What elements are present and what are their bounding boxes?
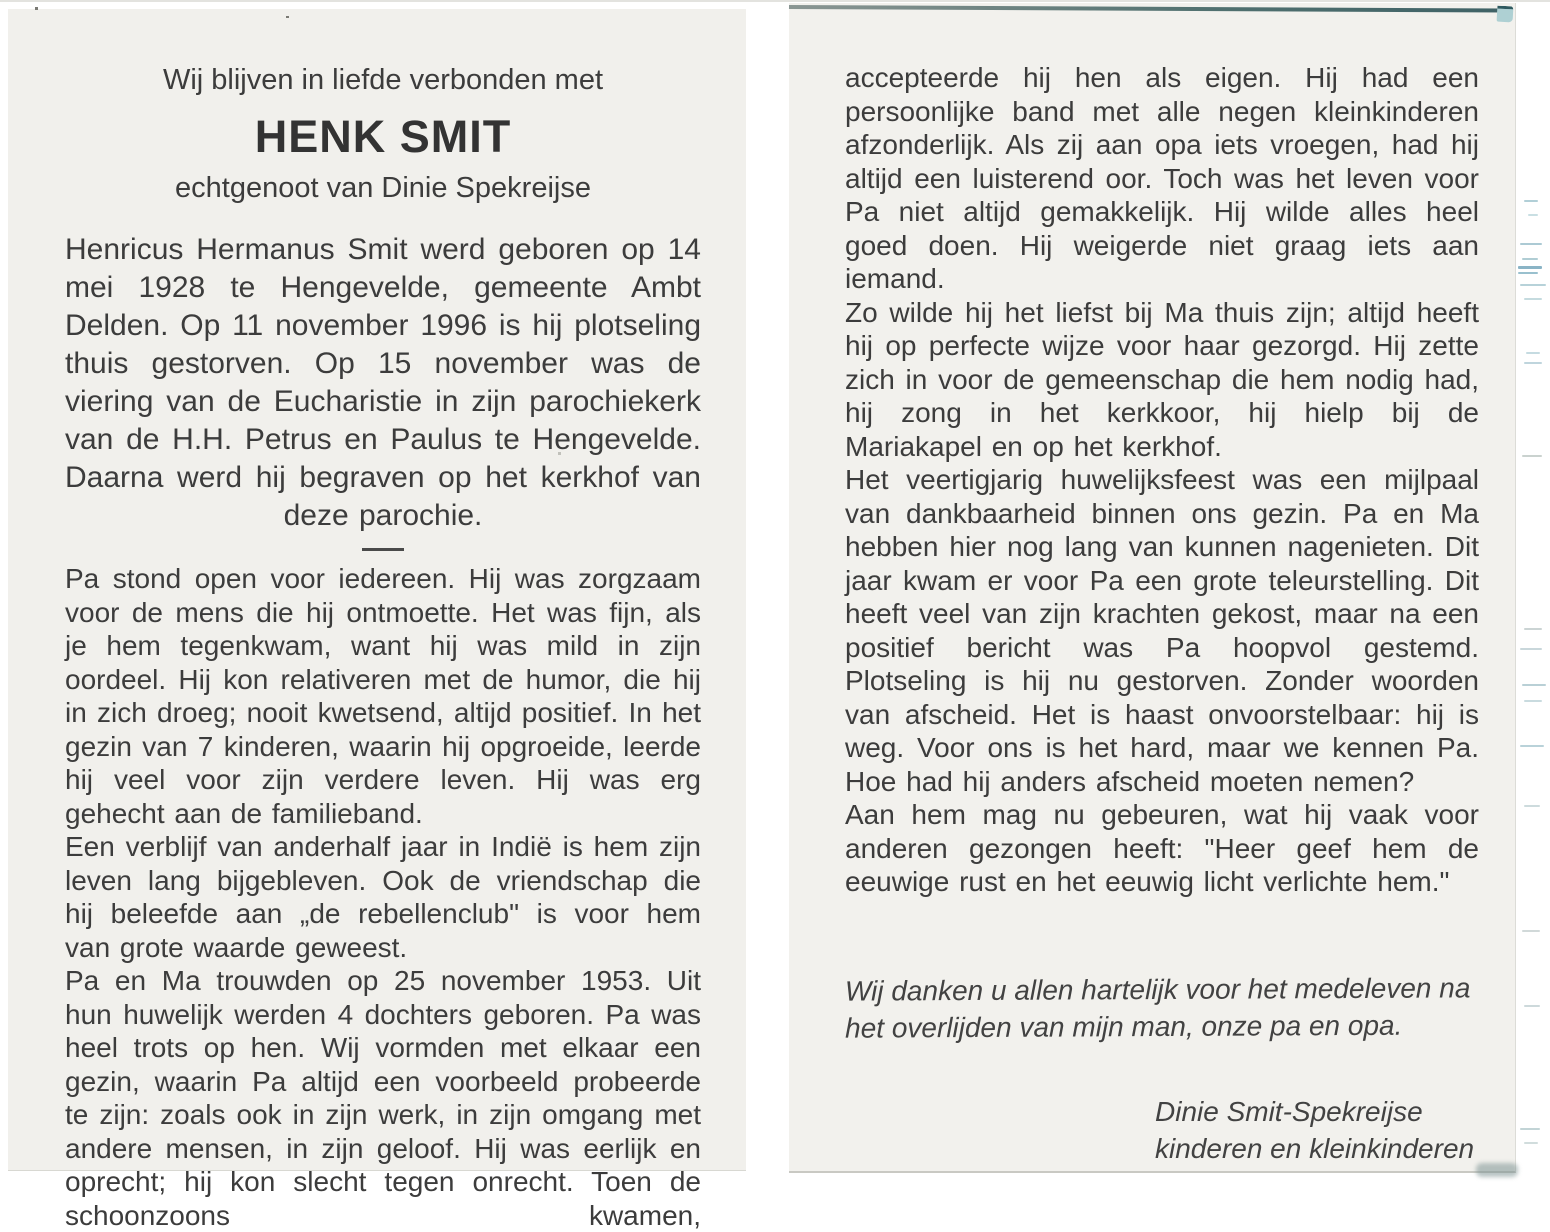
scan-artifact xyxy=(1524,362,1542,364)
scan-artifact xyxy=(1520,284,1546,286)
card-paragraph: Pa en Ma trouwden op 25 november 1953. Uit hun huwelijk werden 4 dochters geboren. Pa was heel trots op hen. Wij vormden met elkaar een gezin, waarin Pa altijd een voorbeeld probeerde te zijn: zoals ook in zijn werk, in zijn omgang met andere mensen, in zijn geloof. Hij was eerlijk en oprecht; hij kon slecht tegen onrecht. Toen de schoonzoons kwamen, xyxy=(65,965,701,1231)
scan-artifact xyxy=(1522,930,1540,932)
scan-artifact xyxy=(1522,455,1542,457)
scan-artifact xyxy=(1526,352,1540,354)
scan-artifact xyxy=(1522,258,1538,260)
scan-speck xyxy=(286,16,289,18)
card-paragraph: Pa stond open voor iedereen. Hij was zorgzaam voor de mens die hij ontmoette. Het was fijn, als je hem tegenkwam, want hij was mild in zijn oordeel. Hij kon relativeren met de humor, die hij in zich droeg; nooit kwetsend, altijd positief. In het gezin van 7 kinderen, waarin hij opgroeide, leerde hij veel voor zijn verdere leven. Hij was erg gehecht aan de familieband. xyxy=(65,563,701,829)
card-paragraph: Een verblijf van anderhalf jaar in Indië is hem zijn leven lang bijgebleven. Ook de vriendschap die hij beleefde aan „de rebellenclub" is voor hem van grote waarde geweest. xyxy=(65,831,701,963)
scan-artifact xyxy=(1524,1142,1538,1144)
scan-artifact xyxy=(1520,243,1542,245)
deceased-name: HENK SMIT xyxy=(254,111,512,162)
scan-artifact xyxy=(1528,214,1538,216)
scan-artifact xyxy=(1524,700,1542,702)
card-paragraph: accepteerde hij hen als eigen. Hij had een persoonlijke band met alle negen kleinkinderen afzonderlijk. Als zij aan opa iets vroegen, had hij altijd een luisterend oor. Toch was het leven voor Pa niet altijd gemakkelijk. Hij wilde alles heel goed doen. Hij weigerde niet graag iets aan iemand. xyxy=(845,62,1479,294)
scan-artifact xyxy=(1520,745,1544,747)
signature-name: Dinie Smit-Spekreijse xyxy=(1155,1095,1423,1127)
spouse-line: echtgenoot van Dinie Spekreijse xyxy=(175,172,591,204)
card-paragraph: Zo wilde hij het liefst bij Ma thuis zijn; altijd heeft hij op perfecte wijze voor haar gezorgd. Hij zette zich in voor de gemeenschap die hem nodig had, hij zong in het kerkkoor, hij hielp bij de Mariakapel en op het kerkhof. xyxy=(845,296,1479,462)
card-paragraph: Het veertigjarig huwelijksfeest was een mijlpaal van dankbaarheid binnen ons gezin. Pa en Ma hebben hier nog lang van kunnen nagenieten. Dit jaar kwam er voor Pa een grote teleurstelling. Dit heeft veel van zijn krachten gekost, maar na een positief bericht was Pa hoopvol gestemd. Plotseling is hij nu gestorven. Zonder woorden van afscheid. Het is haast onvoorstelbaar: hij is weg. Voor ons is het hard, maar we kennen Pa. Hoe had hij anders afscheid moeten nemen? xyxy=(845,464,1479,797)
intro-line: Wij blijven in liefde verbonden met xyxy=(162,64,604,96)
signature-block xyxy=(1155,1093,1479,1167)
scan-artifact xyxy=(1524,298,1542,300)
scan-artifact xyxy=(1518,266,1542,269)
scan-speck xyxy=(35,7,38,10)
scan-artifact xyxy=(1520,648,1542,650)
scan-speck xyxy=(558,452,561,455)
scan-artifact xyxy=(1524,805,1540,807)
card-paragraph: Henricus Hermanus Smit werd geboren op 14 mei 1928 te Hengevelde, gemeente Ambt Delden. Op 11 november 1996 is hij plotseling thuis gestorven. Op 15 november was de viering van de Eucharistie in zijn parochiekerk van de H.H. Petrus en Paulus te Hengevelde. Daarna werd hij begraven op het kerkhof van deze parochie. xyxy=(65,233,701,532)
card-bottom-edge-smudge xyxy=(1476,1163,1518,1177)
scan-artifact xyxy=(1520,1128,1540,1130)
scan-artifact xyxy=(1524,200,1538,202)
memorial-card-right-page xyxy=(789,3,1516,1173)
scanner-edge-line xyxy=(0,0,1550,2)
scan-artifact xyxy=(1524,628,1542,630)
divider-rule xyxy=(362,548,404,551)
card-corner-edge xyxy=(1497,6,1514,23)
memorial-card-left-page xyxy=(8,9,746,1231)
signature-family: kinderen en kleinkinderen xyxy=(1155,1132,1475,1164)
scan-artifact xyxy=(1524,1005,1540,1007)
scan-artifact xyxy=(1522,684,1546,686)
thanks-note: Wij danken u allen hartelijk voor het medeleven na het overlijden van mijn man, onze pa en opa. xyxy=(844,971,1471,1044)
card-top-edge xyxy=(789,5,1504,12)
scan-artifact xyxy=(1518,272,1538,274)
card-paragraph: Aan hem mag nu gebeuren, wat hij vaak voor anderen gezongen heeft: "Heer geef hem de eeuwige rust en het eeuwig licht verlichte hem." xyxy=(845,799,1479,897)
